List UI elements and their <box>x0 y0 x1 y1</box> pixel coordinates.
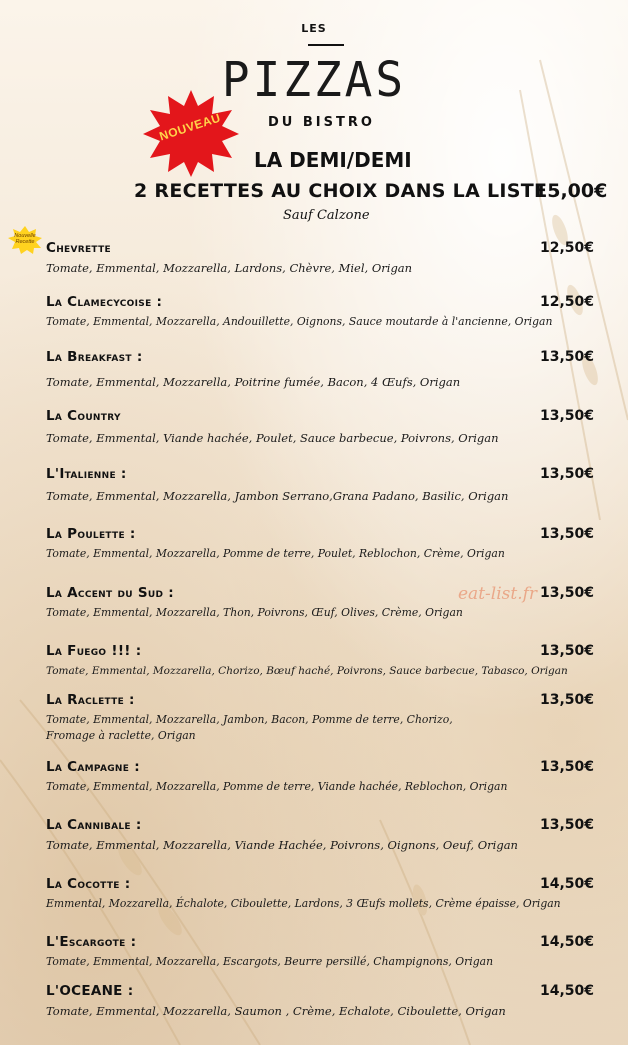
demi-title: LA DEMI/DEMI <box>254 148 412 172</box>
recettes-price: 15,00€ <box>534 180 608 202</box>
item-price: 14,50€ <box>539 934 594 950</box>
menu-item <box>46 817 606 853</box>
item-name: La Poulette : <box>46 526 136 542</box>
item-description: Tomate, Emmental, Mozzarella, Escargots, Beurre persillé, Champignons, Origan <box>46 955 494 968</box>
item-price: 13,50€ <box>539 817 594 833</box>
item-name: La Cocotte : <box>46 876 131 892</box>
item-price: 13,50€ <box>539 759 594 775</box>
menu-item <box>46 294 606 330</box>
menu-item <box>46 349 606 390</box>
item-name: La Raclette : <box>46 692 135 708</box>
menu-item <box>46 983 606 1019</box>
item-description: Tomate, Emmental, Viande hachée, Poulet, Sauce barbecue, Poivrons, Origan <box>46 431 499 445</box>
item-price: 13,50€ <box>539 692 594 708</box>
item-description: Tomate, Emmental, Mozzarella, Andouillette, Oignons, Sauce moutarde à l'ancienne, Origan <box>46 315 553 328</box>
item-name: La Cannibale : <box>46 817 142 833</box>
sauf-note: Sauf Calzone <box>283 208 370 223</box>
item-name: La Fuego !!! : <box>46 643 142 659</box>
item-price: 14,50€ <box>539 983 594 999</box>
item-name: La Accent du Sud : <box>46 585 174 601</box>
menu-item <box>46 692 606 744</box>
new-recipe-sticker-label: Nouvelle Recette <box>14 233 36 245</box>
item-description: Tomate, Emmental, Mozzarella, Chorizo, Bœuf haché, Poivrons, Sauce barbecue, Tabasco, Origan <box>46 665 568 677</box>
item-description: Tomate, Emmental, Mozzarella, Jambon Serrano,Grana Padano, Basilic, Origan <box>46 489 509 503</box>
item-name: La Campagne : <box>46 759 140 775</box>
item-name: L'OCEANE : <box>46 983 134 999</box>
item-price: 14,50€ <box>539 876 594 892</box>
menu-item <box>46 934 606 970</box>
brand-subtitle: DU BISTRO <box>268 115 375 130</box>
nouveau-badge-label: NOUVEAU <box>157 110 223 144</box>
item-description: Tomate, Emmental, Mozzarella, Pomme de terre, Poulet, Reblochon, Crème, Origan <box>46 547 505 560</box>
menu-item <box>46 240 606 276</box>
item-description: Emmental, Mozzarella, Échalote, Ciboulette, Lardons, 3 Œufs mollets, Crème épaisse, Origan <box>46 897 561 910</box>
item-description: Tomate, Emmental, Mozzarella, Jambon, Bacon, Pomme de terre, Chorizo, Fromage à raclette, Origan <box>46 713 453 742</box>
item-description: Tomate, Emmental, Mozzarella, Pomme de terre, Viande hachée, Reblochon, Origan <box>46 780 508 793</box>
menu-item <box>46 526 606 562</box>
item-price: 13,50€ <box>539 408 594 424</box>
menu-item <box>46 408 606 446</box>
item-price: 12,50€ <box>539 294 594 310</box>
item-price: 12,50€ <box>539 240 594 256</box>
brand-les: LES <box>301 22 327 35</box>
item-price: 13,50€ <box>539 526 594 542</box>
menu-item <box>46 466 606 504</box>
item-description: Tomate, Emmental, Mozzarella, Poitrine fumée, Bacon, 4 Œufs, Origan <box>46 375 461 389</box>
recettes-title: 2 RECETTES AU CHOIX DANS LA LISTE <box>134 180 548 202</box>
brand-logo: PIZZAS <box>221 50 407 108</box>
item-description: Tomate, Emmental, Mozzarella, Thon, Poivrons, Œuf, Olives, Crème, Origan <box>46 606 463 619</box>
brand-divider <box>308 44 344 46</box>
item-name: La Breakfast : <box>46 349 143 365</box>
item-name: Chevrette <box>46 240 111 256</box>
item-name: L'Italienne : <box>46 466 127 482</box>
menu-item <box>46 759 606 795</box>
item-name: L'Escargote : <box>46 934 137 950</box>
menu-item <box>46 876 606 912</box>
watermark: eat-list.fr <box>458 584 538 604</box>
item-description: Tomate, Emmental, Mozzarella, Viande Hachée, Poivrons, Oignons, Oeuf, Origan <box>46 838 518 852</box>
item-price: 13,50€ <box>539 643 594 659</box>
item-name: La Clamecycoise : <box>46 294 163 310</box>
item-price: 13,50€ <box>539 466 594 482</box>
item-name: La Country <box>46 408 121 424</box>
item-description: Tomate, Emmental, Mozzarella, Lardons, Chèvre, Miel, Origan <box>46 261 413 275</box>
menu-item <box>46 643 606 679</box>
item-price: 13,50€ <box>539 585 594 601</box>
item-price: 13,50€ <box>539 349 594 365</box>
item-description: Tomate, Emmental, Mozzarella, Saumon , Crème, Echalote, Ciboulette, Origan <box>46 1004 506 1018</box>
